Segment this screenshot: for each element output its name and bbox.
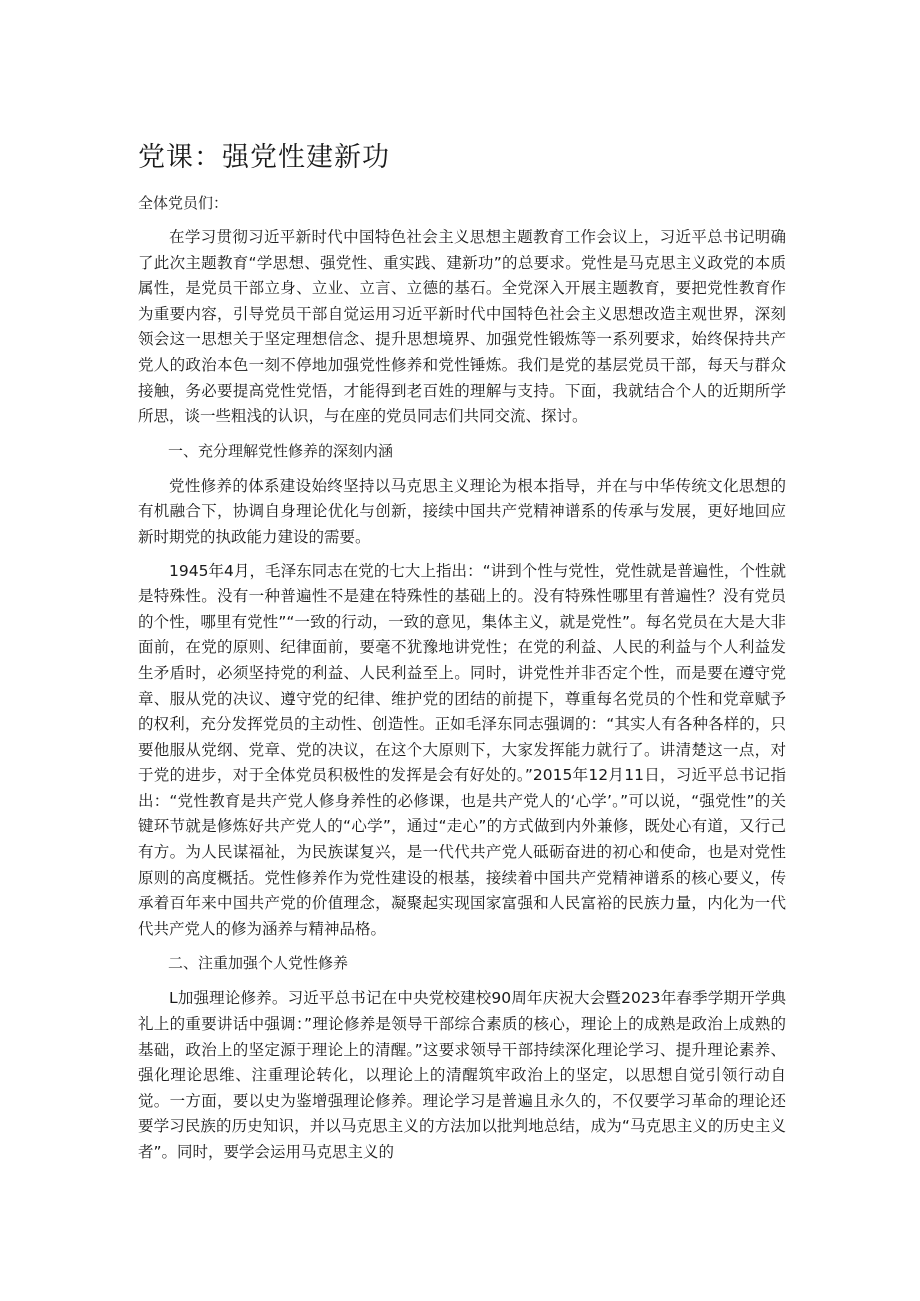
section-heading-2: 二、注重加强个人党性修养	[168, 954, 349, 973]
body-paragraph: L加强理论修养。习近平总书记在中央党校建校90周年庆祝大会暨2023年春季学期开学典礼上的重要讲话中强调：”理论修养是领导干部综合素质的核心，理论上的成熟是政治上成熟的基础，政治上的坚定源于理论上的清醒。”这要求领导干部持续深化理论学习、提升理论素养、强化理论思维、注重理论转化，以理论上的清醒筑牢政治上的坚定，以思想自觉引领行动自觉。一方面，要以史为鉴增强理论修养。理论学习是普遍且永久的，不仅要学习革命的理论还要学习民族的历史知识，并以马克思主义的方法加以批判地总结，成为“马克思主义的历史主义者”。同时，要学会运用马克思主义的	[138, 989, 786, 1161]
document-title: 党课：强党性建新功	[138, 142, 390, 173]
intro-paragraph: 在学习贯彻习近平新时代中国特色社会主义思想主题教育工作会议上，习近平总书记明确了此次主题教育“学思想、强党性、重实践、建新功”的总要求。党性是马克思主义政党的本质属性，是党员干部立身、立业、立言、立德的基石。全党深入开展主题教育，要把党性教育作为重要内容，引导党员干部自觉运用习近平新时代中国特色社会主义思想改造主观世界，深刻领会这一思想关于坚定理想信念、提升思想境界、加强党性锻炼等一系列要求，始终保持共产党人的政治本色一刻不停地加强党性修养和党性锤炼。我们是党的基层党员干部，每天与群众接触，务必要提高党性党悟，才能得到老百姓的理解与支持。下面，我就结合个人的近期所学所思，谈一些粗浅的认识，与在座的党员同志们共同交流、探讨。	[138, 228, 786, 426]
section-heading-1: 一、充分理解党性修养的深刻内涵	[168, 441, 394, 460]
body-paragraph: 1945年4月，毛泽东同志在党的七大上指出：“讲到个性与党性，党性就是普遍性，个性就是特殊性。没有一种普遍性不是建在特殊性的基础上的。没有特殊性哪里有普遍性？没有党员的个性，哪里有党性”“一致的行动，一致的意见，集体主义，就是党性”。每名党员在大是大非面前，在党的原则、纪律面前，要毫不犹豫地讲党性；在党的利益、人民的利益与个人利益发生矛盾时，必须坚持党的利益、人民利益至上。同时，讲党性并非否定个性，而是要在遵守党章、服从党的决议、遵守党的纪律、维护党的团结的前提下，尊重每名党员的个性和党章赋予的权利，充分发挥党员的主动性、创造性。正如毛泽东同志强调的：“其实人有各种各样的，只要他服从党纲、党章、党的决议，在这个大原则下，大家发挥能力就行了。讲清楚这一点，对于党的进步，对于全体党员积极性的发挥是会有好处的。”2015年12月11日，习近平总书记指出：“党性教育是共产党人修身养性的必修课，也是共产党人的‘心学’。”可以说，“强党性”的关键环节就是修炼好共产党人的“心学”，通过“走心”的方式做到内外兼修，既处心有道，又行己有方。为人民谋福祉，为民族谋复兴，是一代代共产党人砥砺奋进的初心和使命，也是对党性原则的高度概括。党性修养作为党性建设的根基，接续着中国共产党精神谱系的核心要义，传承着百年来中国共产党的价值理念，凝聚起实现国家富强和人民富裕的民族力量，内化为一代代共产党人的修为涵养与精神品格。	[138, 561, 786, 938]
body-paragraph: 党性修养的体系建设始终坚持以马克思主义理论为根本指导，并在与中华传统文化思想的有机融合下，协调自身理论优化与创新，接续中国共产党精神谱系的传承与发展，更好地回应新时期党的执政能力建设的需要。	[138, 476, 786, 546]
document-body	[138, 225, 786, 1174]
salutation: 全体党员们：	[138, 194, 229, 212]
